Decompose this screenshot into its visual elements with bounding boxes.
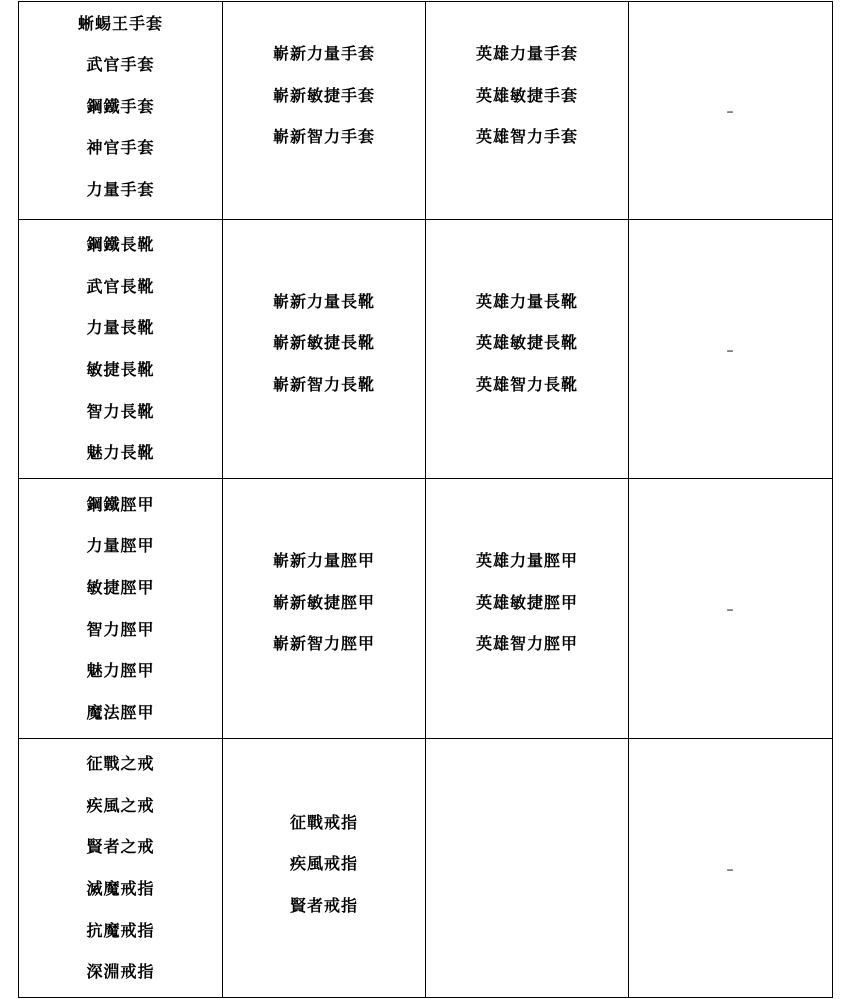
item-name: 英雄智力手套 [475, 127, 578, 147]
item-name: 智力長靴 [86, 401, 155, 421]
item-name: 英雄力量手套 [475, 44, 578, 64]
item-name: 滅魔戒指 [86, 879, 155, 898]
dash-marker: – [726, 861, 735, 878]
cell-empty-marker [629, 739, 833, 998]
item-name: 鋼鐵長靴 [86, 235, 155, 255]
item-name: 英雄智力脛甲 [475, 634, 578, 654]
item-name: 鋼鐵手套 [86, 96, 155, 116]
item-name: 敏捷脛甲 [86, 577, 155, 597]
item-name: 嶄新智力長靴 [272, 374, 375, 394]
item-name: 英雄敏捷手套 [475, 85, 578, 105]
item-name: 智力脛甲 [86, 619, 155, 639]
cell-new-items [223, 479, 426, 739]
item-name: 征戰戒指 [289, 812, 358, 832]
item-name: 鋼鐵脛甲 [86, 494, 155, 514]
item-name: 力量脛甲 [86, 536, 155, 556]
item-name: 嶄新敏捷手套 [272, 85, 375, 105]
item-name: 英雄敏捷脛甲 [475, 592, 578, 612]
item-name: 魅力長靴 [86, 443, 155, 463]
dash-marker: – [726, 602, 735, 618]
item-name: 武官長靴 [86, 276, 155, 296]
cell-hero-items [426, 739, 629, 998]
item-name: 賢者之戒 [86, 837, 155, 857]
cell-empty-marker [629, 2, 833, 220]
item-name: 嶄新敏捷長靴 [272, 333, 375, 353]
item-name: 疾風戒指 [289, 854, 358, 874]
table-row-boots [19, 220, 833, 479]
cell-base-items [19, 479, 223, 739]
cell-base-items [19, 739, 223, 998]
cell-hero-items [426, 220, 629, 479]
item-name: 神官手套 [86, 138, 155, 158]
item-name: 嶄新智力手套 [272, 127, 375, 147]
item-name: 蜥蜴王手套 [77, 13, 163, 33]
cell-base-items [19, 220, 223, 479]
cell-base-items [19, 2, 223, 220]
item-name: 魅力脛甲 [86, 661, 155, 681]
table-row-greaves [19, 479, 833, 739]
item-name: 魔法脛甲 [86, 702, 155, 722]
cell-new-items [223, 220, 426, 479]
item-name: 嶄新力量脛甲 [272, 551, 375, 571]
item-name: 嶄新力量手套 [272, 44, 375, 64]
equipment-table [18, 1, 833, 998]
item-name: 力量手套 [86, 179, 155, 199]
cell-empty-marker [629, 479, 833, 739]
item-name: 武官手套 [86, 55, 155, 75]
item-name: 疾風之戒 [86, 795, 155, 815]
item-name: 力量長靴 [86, 318, 155, 338]
item-name: 英雄力量長靴 [475, 291, 578, 311]
dash-marker: – [726, 104, 735, 120]
cell-hero-items [426, 2, 629, 220]
table-row-rings [19, 739, 833, 998]
item-name: 嶄新智力脛甲 [272, 634, 375, 654]
cell-empty-marker [629, 220, 833, 479]
item-name: 英雄敏捷長靴 [475, 333, 578, 353]
item-name: 敏捷長靴 [86, 360, 155, 379]
cell-hero-items [426, 479, 629, 739]
item-name: 英雄力量脛甲 [475, 551, 578, 571]
dash-marker: – [726, 342, 735, 359]
item-name: 賢者戒指 [289, 895, 358, 915]
item-name: 抗魔戒指 [86, 920, 155, 940]
item-name: 征戰之戒 [86, 754, 155, 774]
item-name: 嶄新敏捷脛甲 [272, 592, 375, 612]
table-row-gloves [19, 2, 833, 220]
cell-new-items [223, 2, 426, 220]
item-name: 嶄新力量長靴 [272, 291, 375, 311]
item-name: 英雄智力長靴 [475, 374, 578, 394]
cell-new-items [223, 739, 426, 998]
item-name: 深淵戒指 [86, 962, 155, 982]
